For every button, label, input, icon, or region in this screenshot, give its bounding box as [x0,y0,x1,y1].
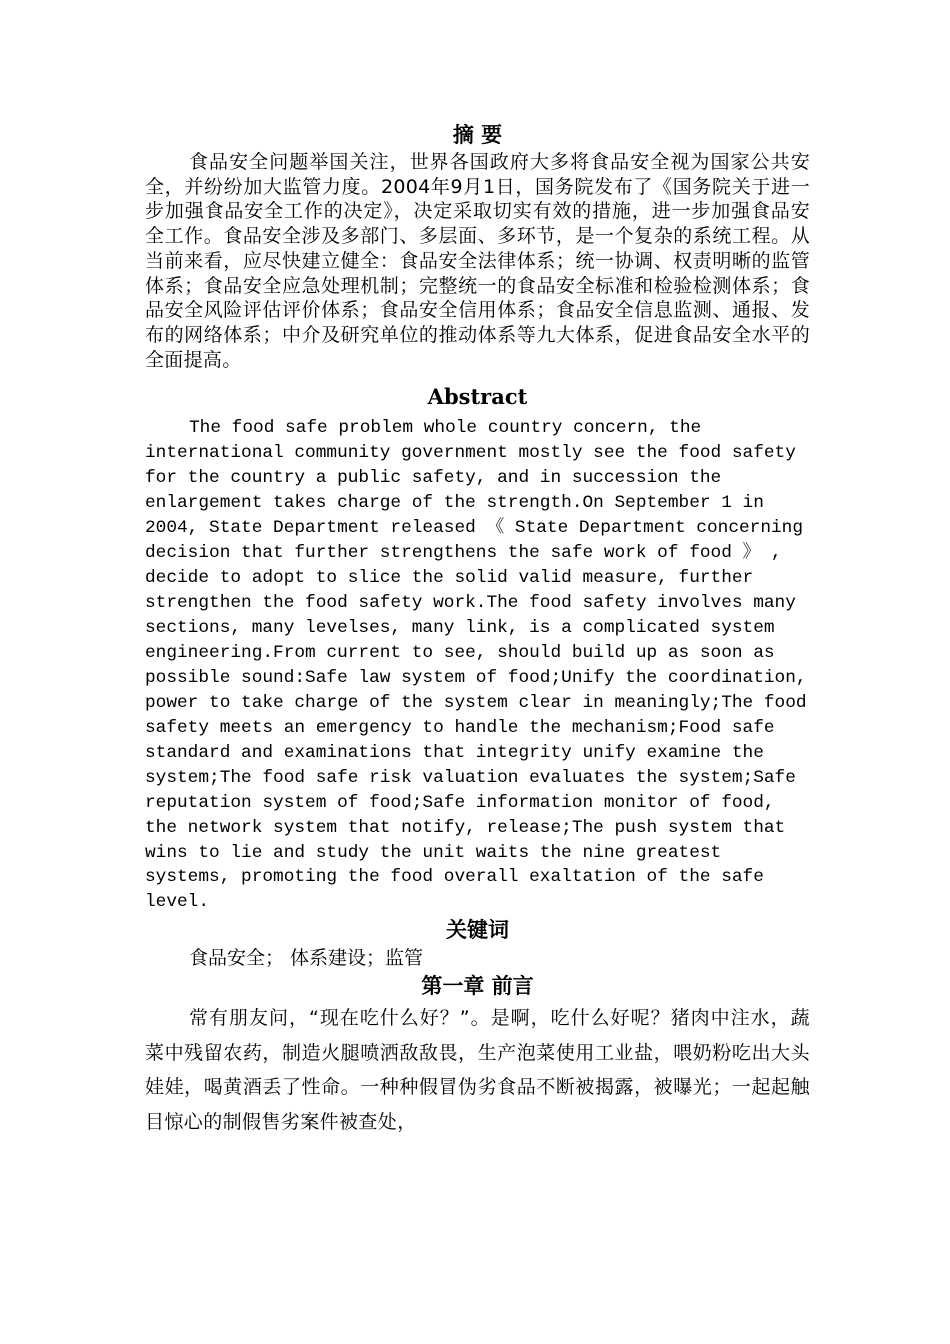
abstract-cn-title: 摘 要 [452,122,503,147]
abstract-cn-body: 食品安全问题举国关注，世界各国政府大多将食品安全视为国家公共安全，并纷纷加大监管力度。2004年9月1日，国务院发布了《国务院关于进一步加强食品安全工作的决定》，决定采取切实有效的措施，进一步加强食品安全工作。食品安全涉及多部门、多层面、多环节，是一个复杂的系统工程。从当前来看，应尽快建立健全：食品安全法律体系；统一协调、权责明晰的监管体系；食品安全应急处理机制；完整统一的食品安全标准和检验检测体系；食品安全风险评估评价体系；食品安全信用体系；食品安全信息监测、通报、发布的网络体系；中介及研究单位的推动体系等九大体系，促进食品安全水平的全面提高。 [145,151,810,371]
chapter-title: 第一章 前言 [421,973,534,999]
document-content [145,120,810,1139]
chapter-body: 常有朋友问，“现在吃什么好？”。是啊，吃什么好呢？猪肉中注水，蔬菜中残留农药，制造火腿喷洒敌敌畏，生产泡菜使用工业盐，喂奶粉吃出大头娃娃，喝黄酒丢了性命。一种种假冒伪劣食品不断被揭露，被曝光；一起起触目惊心的制假售劣案件被查处， [145,1007,810,1133]
keywords-title: 关键词 [446,917,509,943]
abstract-en-body: The food safe problem whole country concern, the international community government mostly see the food safety for the country a public safety, and in succession the enlargement takes charge of the strength.On September 1 in 2004, State Department released 《 State Department concerning decision that further strengthens the safe work of food 》 , decide to adopt to slice the solid valid measure, further strengthen the food safety work.The food safety involves many sections, many levelses, many link, is a complicated system engineering.From current to see, should build up as soon as possible sound:Safe law system of food;Unify the coordination, power to take charge of the system clear in meaningly;The food safety meets an emergency to handle the mechanism;Food safe standard and examinations that integrity unify examine the system;The food safe risk valuation evaluates the system;Safe reputation system of food;Safe information monitor of food, the network system that notify, release;The push system that wins to lie and study the unit waits the nine greatest systems, promoting the food overall exaltation of the safe level. [145,418,807,913]
abstract-en-title: Abstract [427,384,528,410]
keywords-text: 食品安全； 体系建设；监管 [189,947,424,970]
